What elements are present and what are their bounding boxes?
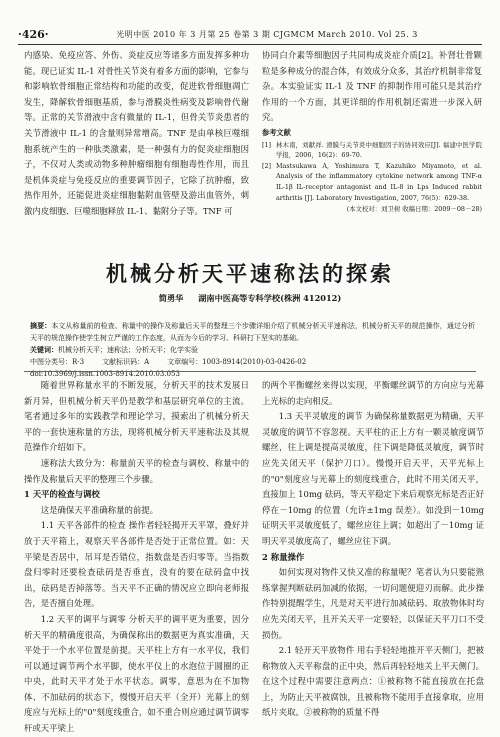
paragraph: 1.3 天平灵敏度的调节 为确保称量数据更为精确，天平灵敏度的调节不容忽视。天平柱的正上方有一颗灵敏度调节螺丝，往上调是提高灵敏度，往下调是降低灵敏度，调节时应先关闭天平（保护刀口）。慢慢开启天平，天平光标上的"0"刻度应与光幕上的刻度线重合，此时不用关闭天平，直接加上 10mg 砝码，等天平稳定下来后观察光标是否正好停在－10mg 的位置（允许±1mg 误差）。如没到－10mg 证明天平灵敏度低了，螺丝应往上调；如超出了－10mg 证明天平灵敏度高了，螺丝应往下调。: [262, 411, 484, 546]
body-left-column: [24, 378, 249, 737]
body-right-column: [262, 378, 484, 721]
abstract: [30, 320, 475, 344]
previous-article-left-column: [24, 48, 249, 220]
running-header: [18, 26, 482, 42]
keywords-text: 机械分析天平；速称法；分析天平；化学实验: [58, 346, 198, 354]
reference-text: Mastsukawa A, Yoshimura T, Kazuhiko Miyamoto, et al. Analysis of the inflammatory cytokine network among TNF-α IL-1β IL-receptor antagonist and IL-8 in Lps Induced rabbit arthritis [J]. Laboratory Investigation, 2007, 76(5)：629-38.: [276, 161, 482, 202]
article-title: 机械分析天平速称法的探索: [106, 262, 394, 286]
paragraph: 协同白介素等细胞因子共同构成炎症介质[2]。补肾壮骨颗粒是多种成分的混合体，有效成分众多，其治疗机制非常复杂。本实验证实 IL-1 及 TNF 的抑制作用可能只是其治疗作用的一个方面，其更详细的作用机制还需进一步深入研究。: [262, 50, 482, 123]
doi: doi:10.3969/j.issn.1003-8914.2010.03.053: [30, 370, 180, 378]
references-heading: 参考文献: [262, 127, 291, 137]
article-number-value: 1003-8914(2010)-03-0426-02: [202, 358, 307, 366]
byline: [0, 293, 500, 304]
article-number: [167, 356, 306, 368]
abstract-text: 本文从称量前的检查、称量中的操作及称量后天平的整理三个步骤详细介绍了机械分析天平速称法，机械分析天平的规范操作，通过分析天平的规范操作使学生树立严谨的工作态度，从而为今后的学习、科研打下坚实的基础。: [30, 322, 476, 342]
classification-value: R-3: [72, 358, 85, 366]
section-heading: 1 天平的检查与调校: [24, 489, 100, 500]
header-rule: [18, 44, 482, 45]
classification-line: [30, 356, 475, 368]
reference-number: [1]: [262, 140, 272, 149]
references: [262, 128, 482, 215]
reference-number: [2]: [262, 161, 272, 170]
editor-note: (本文校对：刘卫树 收稿日期：2009－08－28): [346, 205, 482, 214]
page-number: ·426·: [18, 27, 49, 41]
doc-code: [102, 356, 149, 368]
reference-item: [262, 140, 482, 161]
paragraph: 1.2 天平的调平与调零 分析天平的调平更为重要，因分析天平的精确度很高，为确保称出的数据更为真实准确，天平处于一个水平位置是前提。天平柱上方有一水平仪，我们可以通过调节两个水平脚，使水平仪上的水泡位于圆圈的正中央，此时天平才处于水平状态。调零，意思为在不加物体、不加砝码的状态下，慢慢开启天平（全开）光幕上的刻度应与光标上的"0"刻度线重合，如不重合则应通过调节调零杆或天平梁上: [24, 613, 249, 734]
previous-article-right-column: [262, 48, 482, 215]
section-heading: 2 称量操作: [262, 551, 305, 562]
paragraph: 速称法大致分为：称量前天平的检查与调校、称量中的操作及称量后天平的整理三个步骤。: [24, 457, 249, 484]
reference-item: [262, 161, 482, 203]
keywords: [30, 344, 475, 356]
abstract-label: 摘要：: [30, 321, 52, 330]
journal-line: 光明中医 2010 年 3 月第 25 卷第 3 期 CJGMCM March 2010. Vol 25. 3: [116, 29, 418, 39]
author-name: 简勇华: [158, 293, 184, 303]
paragraph: 内感染、免疫应答、外伤、炎症反应等诸多方面发挥多种功能。现已证实 IL-1 对骨性关节炎有着多方面的影响，它参与和影响软骨细胞正常结构和功能的改变，促进软骨细胞凋亡发生，降解软骨细胞基质，参与滑膜炎性病变及影响骨代谢等。正常的关节滑液中含有微量的 IL-1，但骨关节炎患者的关节滑液中 IL-1 的含量则异常增高。TNF 是由单核巨噬细胞系统产生的一种肽类激素，是一种强有力的促炎症细胞因子，不仅对人类或动物多种肿瘤细胞有细胞毒性作用，而且是机体炎症与免疫反应的重要调节因子，它除了抗肿瘤，致热作用外，还能促进炎症细胞黏附血管壁及游出血管外，刺激内皮细胞、巨噬细胞释放 IL-1、黏附分子等。TNF 可: [24, 50, 249, 216]
doc-code-value: A: [144, 358, 150, 366]
classification-label: 中图分类号：: [30, 358, 72, 366]
abstract-rule: [24, 371, 476, 372]
paragraph: 1.1 天平各部件的检查 操作者轻轻揭开天平罩，叠好并放于天平箱上，观察天平各部件是否处于正常位置。如：天平梁是否居中，吊耳是否错位，指数盘是否归零等。当指数盘归零时还要检查砝码是否垂直，没有的要在砝码盒中找出，砝码是否掉落等。当天平不正确的情况应立即向老师报告，是否擅自处理。: [24, 520, 249, 609]
paragraph: 的两个平衡螺丝来得以实现，平衡螺丝调节的方向应与光幕上光标的走向相反。: [262, 380, 484, 406]
classification: [30, 356, 84, 368]
paragraph: 如何实现对物件又快又准的称量呢？笔者认为只要能熟练掌握判断砝码加减的依据，一切问题便迎刃而解。此步操作特别提醒学生，凡是对天平进行加减砝码、取放物体时均应先关闭天平，且开关天平一定要轻，以保证天平刀口不受损伤。: [262, 567, 484, 640]
doc-code-label: 文献标识码：: [102, 358, 145, 366]
keywords-label: 关键词：: [30, 345, 58, 354]
paragraph: 2.1 轻开天平放物件 用右手轻轻地推开平天侧门，把被称物放入天平称盘的正中央，然后再轻轻地关上平天侧门。在这个过程中需要注意两点：①被称物不能直接放在托盘上，为防止天平被腐蚀，且被称物不能用手直接拿取，应用纸片夹取。②被称物的质量不得: [262, 645, 484, 718]
article-number-label: 文章编号：: [167, 358, 203, 366]
reference-text: 林木南，刘献祥. 滑膜与关节炎中细胞因子的协同效应[J]. 福建中医学院学报，2006，16(2)：69-70.: [276, 140, 482, 160]
author-affiliation: 湖南中医高等专科学校(株洲 412012): [198, 293, 342, 303]
paragraph: 随着世界称量水平的不断发展，分析天平的技术发展日新月异，但机械分析天平仍是教学和基层研究单位的主流。笔者通过多年的实践教学和理论学习，摸索出了机械分析天平的一套快速称量的方法，现将机械分析天平速称法及其规范操作介绍如下。: [24, 380, 249, 453]
paragraph: 这是确保天平准确称量的前提。: [40, 504, 159, 515]
